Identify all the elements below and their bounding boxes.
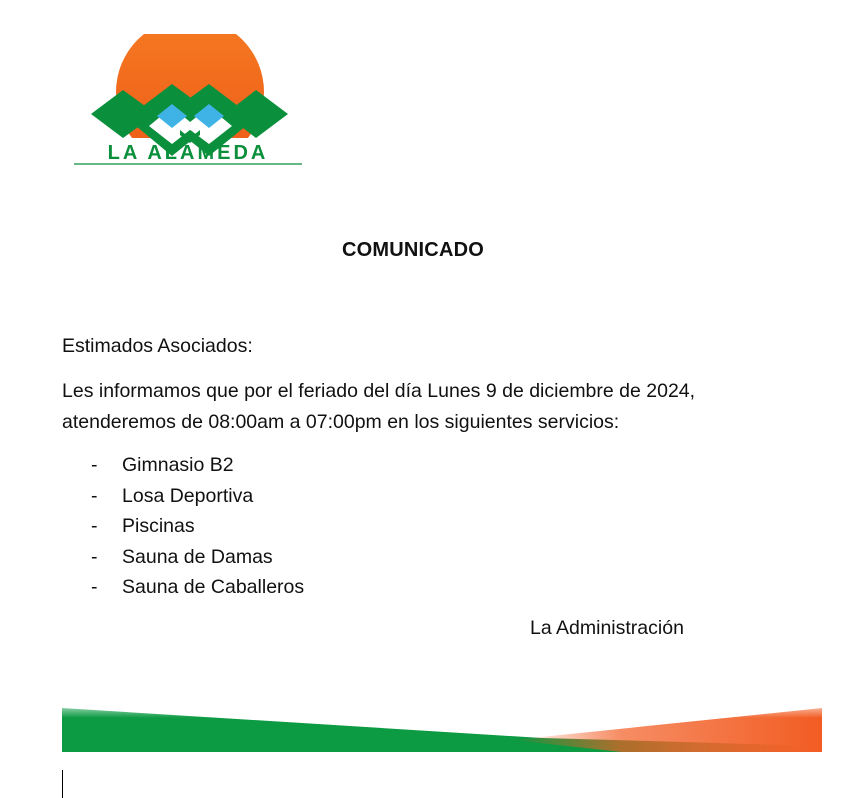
document-title: COMUNICADO [342,239,484,261]
service-label: Losa Deportiva [122,484,254,507]
text-cursor [62,770,63,798]
service-label: Piscinas [122,515,195,537]
paragraph-line-2: atenderemos de 08:00am a 07:00pm en los siguientes servicios: [62,411,620,433]
salutation: Estimados Asociados: [62,335,253,357]
service-item [62,481,304,512]
service-label: Sauna de Damas [122,545,273,568]
la-alameda-logo [72,34,304,168]
logo-text: LA ALAMEDA [107,142,269,164]
announcement-paragraph [62,376,782,438]
service-item [62,511,304,542]
service-label: Sauna de Caballeros [122,576,305,598]
footer-decorative-band [62,706,822,754]
bullet-dash: - [91,576,98,598]
services-list [62,450,304,603]
service-label: Gimnasio B2 [122,454,234,476]
service-item [62,542,304,573]
service-item [62,572,304,603]
logo-graphic [72,34,304,168]
bullet-dash: - [91,454,98,476]
bullet-dash: - [91,484,98,507]
paragraph-line-1: Les informamos que por el feriado del día Lunes 9 de diciembre de 2024, [62,380,696,402]
service-item [62,450,304,481]
bullet-dash: - [91,515,98,537]
bullet-dash: - [91,545,98,568]
signature: La Administración [530,617,684,639]
